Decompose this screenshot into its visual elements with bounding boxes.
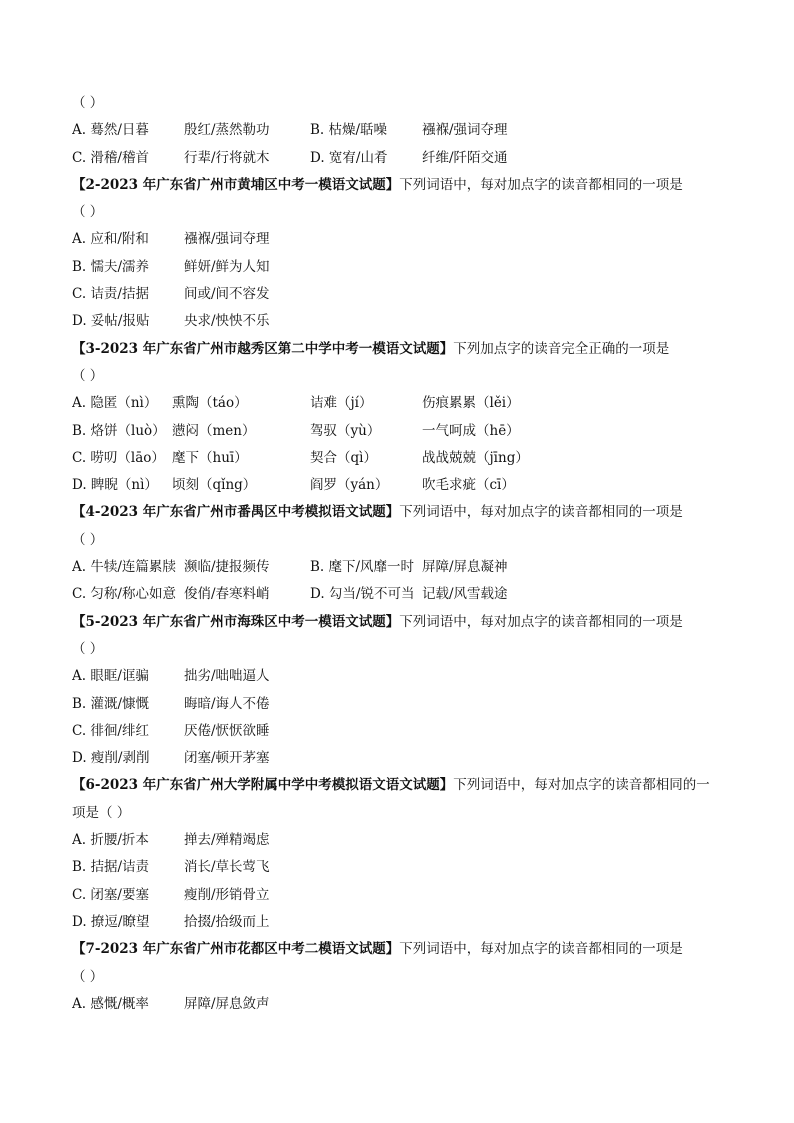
option-item: 闭塞/顿开茅塞	[184, 750, 270, 767]
question-prompt: 下列词语中，每对加点字的读音都相同的一项是	[399, 941, 683, 958]
option-item: 俊俏/春寒料峭	[184, 586, 270, 603]
question-list	[72, 90, 732, 1018]
option-row	[72, 854, 732, 881]
question-source: 【5-2023 年广东省广州市海珠区中考一模语文试题】	[72, 613, 400, 630]
option-row	[72, 663, 732, 690]
answer-blank: （ ）	[72, 968, 104, 985]
option-row	[72, 254, 732, 281]
option-item: 战战兢兢（jīng）	[422, 449, 529, 466]
option-item: 麾下（huī）	[172, 449, 248, 466]
question-title	[72, 936, 732, 963]
option-item: 屏障/屏息敛声	[184, 995, 270, 1012]
option-item: 鲜妍/鲜为人知	[184, 258, 270, 275]
answer-blank: （ ）	[72, 204, 104, 221]
option-item: 诘难（jí）	[310, 395, 373, 412]
option-item: 央求/怏怏不乐	[184, 313, 270, 330]
option-row	[72, 909, 732, 936]
option-row	[72, 882, 732, 909]
option-item: C. 诘责/拮据	[72, 286, 149, 303]
option-row	[72, 145, 732, 172]
option-item: 熏陶（táo）	[172, 395, 248, 412]
option-row	[72, 745, 732, 772]
question-title	[72, 772, 732, 799]
option-row	[72, 281, 732, 308]
option-item: A. 眼眶/诓骗	[72, 668, 149, 685]
option-item: D. 睥睨（nì）	[72, 477, 158, 494]
option-item: C. 闭塞/要塞	[72, 886, 149, 903]
option-item: 瘦削/形销骨立	[184, 886, 270, 903]
option-item: C. 唠叨（lāo）	[72, 449, 165, 466]
answer-blank: 项是（ ）	[72, 804, 131, 821]
question-source: 【4-2023 年广东省广州市番禺区中考模拟语文试题】	[72, 504, 400, 521]
option-item: C. 匀称/称心如意	[72, 586, 176, 603]
option-item: 驾驭（yù）	[310, 422, 381, 439]
option-item: 阎罗（yán）	[310, 477, 389, 494]
option-row	[72, 472, 732, 499]
question-title	[72, 609, 732, 636]
option-item: B. 烙饼（luò）	[72, 422, 166, 439]
question-source: 【6-2023 年广东省广州大学附属中学中考模拟语文语文试题】	[72, 777, 454, 794]
option-row	[72, 445, 732, 472]
option-item: B. 枯燥/聒噪	[310, 122, 388, 139]
option-row	[72, 117, 732, 144]
option-item: 襁褓/强词夺理	[422, 122, 508, 139]
option-item: D. 勾当/锐不可当	[310, 586, 415, 603]
option-row	[72, 308, 732, 335]
option-item: 拾掇/拾级而上	[184, 913, 270, 930]
question-title	[72, 172, 732, 199]
option-item: B. 麾下/风靡一时	[310, 559, 415, 576]
option-item: 纤维/阡陌交通	[422, 149, 508, 166]
option-item: 懑闷（men）	[172, 422, 256, 439]
answer-blank: （ ）	[72, 95, 104, 111]
question-prompt: 下列加点字的读音完全正确的一项是	[453, 340, 670, 357]
option-item: 襁褓/强词夺理	[184, 231, 270, 248]
option-row	[72, 991, 732, 1018]
option-item: D. 妥帖/报贴	[72, 313, 150, 330]
option-item: 伤痕累累（lěi）	[422, 395, 520, 412]
option-item: B. 拮据/诘责	[72, 859, 150, 876]
question-title	[72, 499, 732, 526]
answer-blank: （ ）	[72, 640, 104, 657]
option-item: 顷刻（qǐng）	[172, 477, 257, 494]
answer-blank: （ ）	[72, 367, 104, 384]
option-item: 行辈/行将就木	[184, 149, 270, 166]
question-title	[72, 336, 732, 363]
question-prompt: 下列词语中，每对加点字的读音都相同的一项是	[399, 504, 683, 521]
option-item: C. 徘徊/绯红	[72, 722, 149, 739]
option-item: D. 瘦削/剥削	[72, 750, 150, 767]
question-source: 【7-2023 年广东省广州市花都区中考二模语文试题】	[72, 941, 400, 958]
option-row	[72, 827, 732, 854]
option-row	[72, 554, 732, 581]
option-item: A. 蓦然/日暮	[72, 122, 149, 139]
option-item: 拙劣/咄咄逼人	[184, 668, 270, 685]
option-item: A. 折腰/折本	[72, 832, 149, 849]
option-item: 掸去/殚精竭虑	[184, 832, 270, 849]
option-item: 间或/间不容发	[184, 286, 270, 303]
option-item: A. 应和/附和	[72, 231, 149, 248]
option-row	[72, 226, 732, 253]
option-item: D. 宽宥/山肴	[310, 149, 388, 166]
answer-blank: （ ）	[72, 531, 104, 548]
option-item: A. 隐匿（nì）	[72, 395, 158, 412]
option-item: 记载/风雪载途	[422, 586, 508, 603]
option-item: B. 灌溉/慷慨	[72, 695, 150, 712]
option-row	[72, 691, 732, 718]
question-prompt: 下列词语中，每对加点字的读音都相同的一	[453, 777, 710, 794]
option-item: A. 感慨/概率	[72, 995, 149, 1012]
option-item: A. 牛犊/连篇累牍	[72, 559, 176, 576]
option-row	[72, 390, 732, 417]
option-item: 契合（qì）	[310, 449, 377, 466]
option-item: 晦暗/诲人不倦	[184, 695, 270, 712]
question-prompt: 下列词语中，每对加点字的读音都相同的一项是	[399, 176, 683, 193]
option-item: C. 滑稽/稽首	[72, 149, 149, 166]
question-source: 【2-2023 年广东省广州市黄埔区中考一模语文试题】	[72, 176, 400, 193]
option-item: B. 懦夫/濡养	[72, 258, 150, 275]
option-item: D. 撩逗/瞭望	[72, 913, 150, 930]
option-item: 一气呵成（hē）	[422, 422, 520, 439]
option-row	[72, 718, 732, 745]
question-prompt: 下列词语中，每对加点字的读音都相同的一项是	[399, 613, 683, 630]
option-item: 吹毛求疵（cī）	[422, 477, 515, 494]
option-item: 厌倦/恹恹欲睡	[184, 722, 270, 739]
question-source: 【3-2023 年广东省广州市越秀区第二中学中考一模语文试题】	[72, 340, 454, 357]
option-row	[72, 418, 732, 445]
option-item: 濒临/捷报频传	[184, 559, 270, 576]
option-item: 屏障/屏息凝神	[422, 559, 508, 576]
option-row	[72, 581, 732, 608]
option-item: 殷红/蒸然勒功	[184, 122, 270, 139]
option-item: 消长/草长莺飞	[184, 859, 270, 876]
